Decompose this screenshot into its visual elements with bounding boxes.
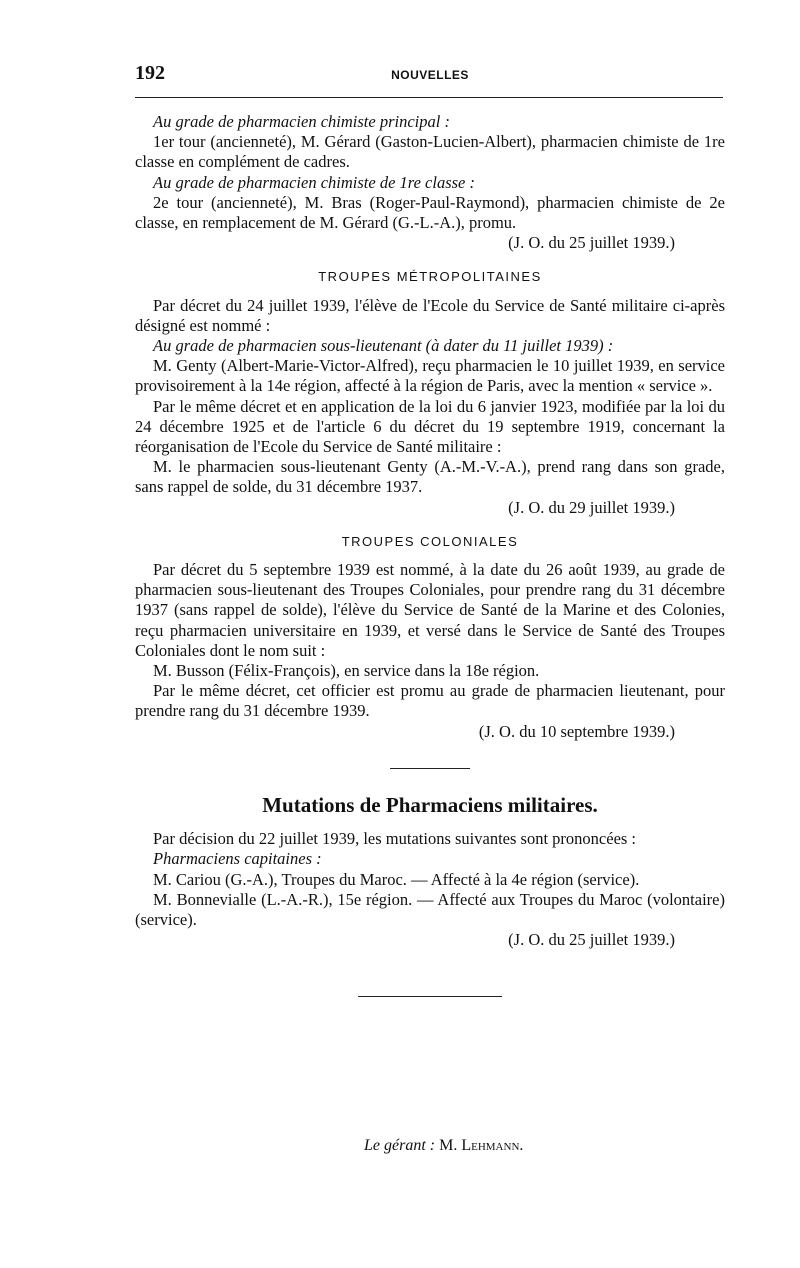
section-divider: [390, 768, 470, 769]
intro-bras-paragraph: 2e tour (ancienneté), M. Bras (Roger-Paul-Raymond), pharmacien chimiste de 2e classe, en remplacement de M. Gérard (G.-L.-A.), promu.: [135, 192, 725, 233]
colo-source: (J. O. du 10 septembre 1939.): [478, 721, 675, 741]
intro-source: (J. O. du 25 juillet 1939.): [508, 233, 675, 253]
mutations-cariou-paragraph: M. Cariou (G.-A.), Troupes du Maroc. — Affecté à la 4e région (service).: [153, 869, 640, 889]
running-title: NOUVELLES: [391, 68, 469, 82]
metro-decree-paragraph: Par décret du 24 juillet 1939, l'élève de l'Ecole du Service de Santé militaire ci-après désigné est nommé :: [135, 295, 725, 335]
intro-gerard-paragraph: 1er tour (ancienneté), M. Gérard (Gaston-Lucien-Albert), pharmacien chimiste de 1re classe en complément de cadres.: [135, 132, 725, 172]
metro-second-decree-paragraph: Par le même décret et en application de la loi du 6 janvier 1923, modifiée par la loi du 24 décembre 1925 et de l'article 6 du décret du 19 septembre 1919, concernant la réorganisation de l'Ecole du Service de Santé militaire :: [135, 396, 725, 457]
signature-name: M. Lehmann.: [439, 1137, 524, 1154]
mutations-source: (J. O. du 25 juillet 1939.): [508, 930, 675, 950]
colo-busson-paragraph: M. Busson (Félix-François), en service dans la 18e région.: [153, 661, 540, 681]
mutations-title: Mutations de Pharmaciens militaires.: [262, 792, 598, 817]
signature-label: Le gérant :: [364, 1137, 436, 1154]
metro-source: (J. O. du 29 juillet 1939.): [508, 497, 675, 517]
intro-grade-1re-classe: Au grade de pharmacien chimiste de 1re classe :: [153, 172, 475, 192]
section-title-coloniales: TROUPES COLONIALES: [341, 533, 519, 549]
mutations-capitaines-line: Pharmaciens capitaines :: [153, 849, 322, 869]
end-divider: [358, 996, 502, 997]
metro-grade-line: Au grade de pharmacien sous-lieutenant (à dater du 11 juillet 1939) :: [153, 336, 614, 356]
colo-decree-paragraph: Par décret du 5 septembre 1939 est nommé, à la date du 26 août 1939, au grade de pharmacien sous-lieutenant des Troupes Coloniales, pour prendre rang du 31 décembre 1937 (sans rappel de solde), l'élève du Service de Santé de la Marine et des Colonies, reçu pharmacien universitaire en 1939, et versé dans le Service de Santé des Troupes Coloniales dont le nom suit :: [135, 560, 725, 660]
metro-rank-paragraph: M. le pharmacien sous-lieutenant Genty (A.-M.-V.-A.), prend rang dans son grade, sans rappel de solde, du 31 décembre 1937.: [135, 457, 725, 497]
page-header: [135, 62, 725, 86]
signature: [364, 1137, 523, 1155]
page-number: 192: [135, 62, 165, 84]
body-text: [135, 112, 725, 997]
mutations-bonnevialle-paragraph: M. Bonnevialle (L.-A.-R.), 15e région. — Affecté aux Troupes du Maroc (volontaire) (service).: [135, 889, 725, 929]
intro-grade-principal: Au grade de pharmacien chimiste principal :: [153, 112, 450, 131]
metro-genty-paragraph: M. Genty (Albert-Marie-Victor-Alfred), reçu pharmacien le 10 juillet 1939, en service provisoirement à la 14e région, affecté à la région de Paris, avec la mention « service ».: [135, 356, 725, 396]
colo-promotion-paragraph: Par le même décret, cet officier est promu au grade de pharmacien lieutenant, pour prendre rang du 31 décembre 1939.: [135, 681, 725, 721]
section-title-metropolitaines: TROUPES MÉTROPOLITAINES: [318, 269, 542, 285]
mutations-decision-paragraph: Par décision du 22 juillet 1939, les mutations suivantes sont prononcées :: [153, 829, 637, 849]
header-rule: [135, 97, 723, 98]
